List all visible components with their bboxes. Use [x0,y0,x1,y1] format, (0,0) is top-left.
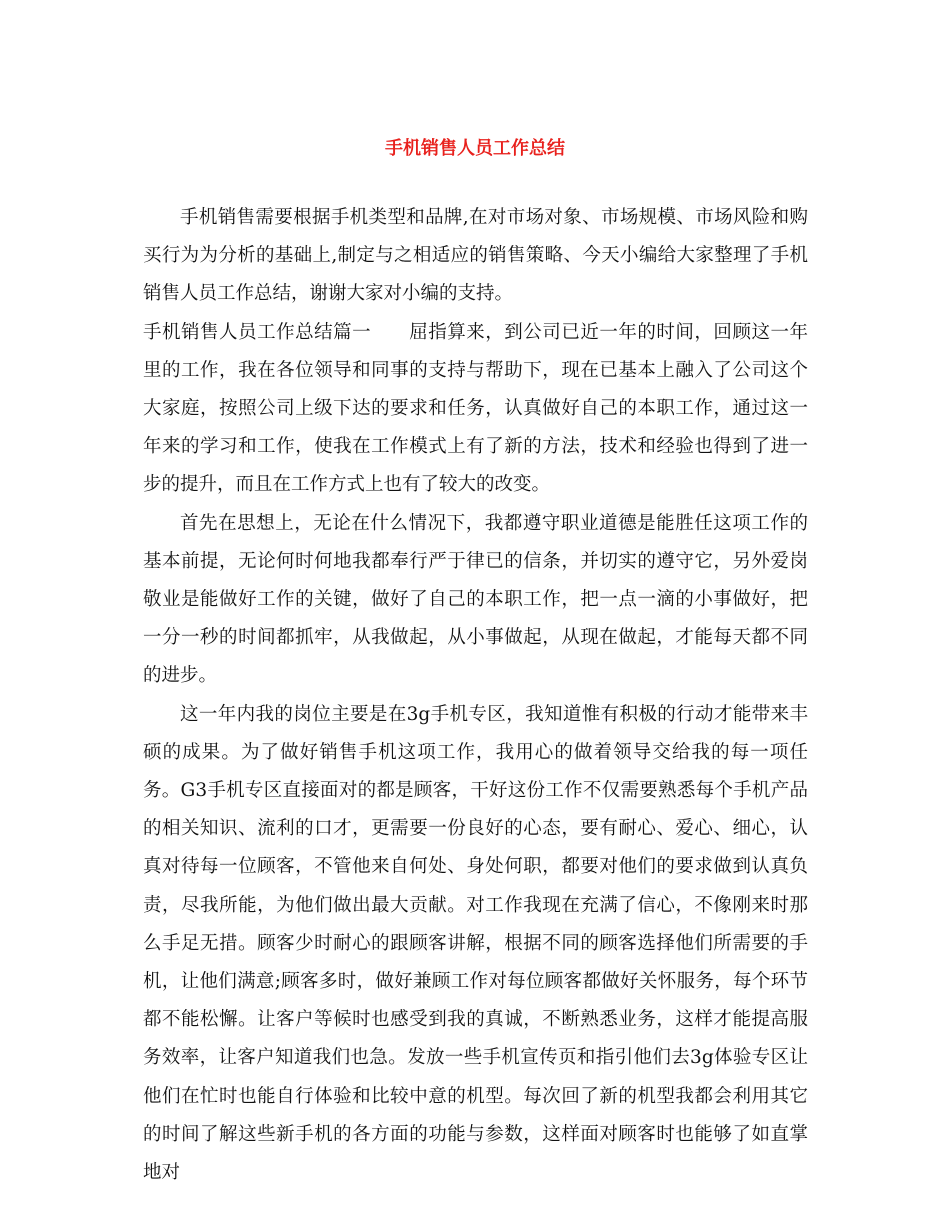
position-paragraph: 这一年内我的岗位主要是在3g手机专区，我知道惟有积极的行动才能带来丰硕的成果。为了做好销售手机这项工作，我用心的做着领导交给我的每一项任务。G3手机专区直接面对的都是顾客，干好这份工作不仅需要熟悉每个手机产品的相关知识、流利的口才，更需要一份良好的心态，要有耐心、爱心、细心，认真对待每一位顾客，不管他来自何处、身处何职，都要对他们的要求做到认真负责，尽我所能，为他们做出最大贡献。对工作我现在充满了信心，不像刚来时那么手足无措。顾客少时耐心的跟顾客讲解，根据不同的顾客选择他们所需要的手机，让他们满意;顾客多时，做好兼顾工作对每位顾客都做好关怀服务，每个环节都不能松懈。让客户等候时也感受到我的真诚，不断熟悉业务，这样才能提高服务效率，让客户知道我们也急。发放一些手机宣传页和指引他们去3g体验专区让他们在忙时也能自行体验和比较中意的机型。每次回了新的机型我都会利用其它的时间了解这些新手机的各方面的功能与参数，这样面对顾客时也能够了如直掌地对 [143,703,808,1184]
section-one-paragraph: 手机销售人员工作总结篇一 屈指算来，到公司已近一年的时间，回顾这一年里的工作，我在各位领导和同事的支持与帮助下，现在已基本上融入了公司这个大家庭，按照公司上级下达的要求和任务，认真做好自己的本职工作，通过这一年来的学习和工作，使我在工作模式上有了新的方法，技术和经验也得到了进一步的提升，而且在工作方式上也有了较大的改变。 [143,321,808,496]
document-body [143,199,808,1192]
intro-paragraph: 手机销售需要根据手机类型和品牌,在对市场对象、市场规模、市场风险和购买行为为分析的基础上,制定与之相适应的销售策略、今天小编给大家整理了手机销售人员工作总结，谢谢大家对小编的支持。 [143,207,808,305]
document-title: 手机销售人员工作总结 [385,138,565,159]
thinking-paragraph: 首先在思想上，无论在什么情况下，我都遵守职业道德是能胜任这项工作的基本前提，无论何时何地我都奉行严于律已的信条，并切实的遵守它，另外爱岗敬业是能做好工作的关键，做好了自己的本职工作，把一点一滴的小事做好，把一分一秒的时间都抓牢，从我做起，从小事做起，从现在做起，才能每天都不同的进步。 [143,512,808,687]
